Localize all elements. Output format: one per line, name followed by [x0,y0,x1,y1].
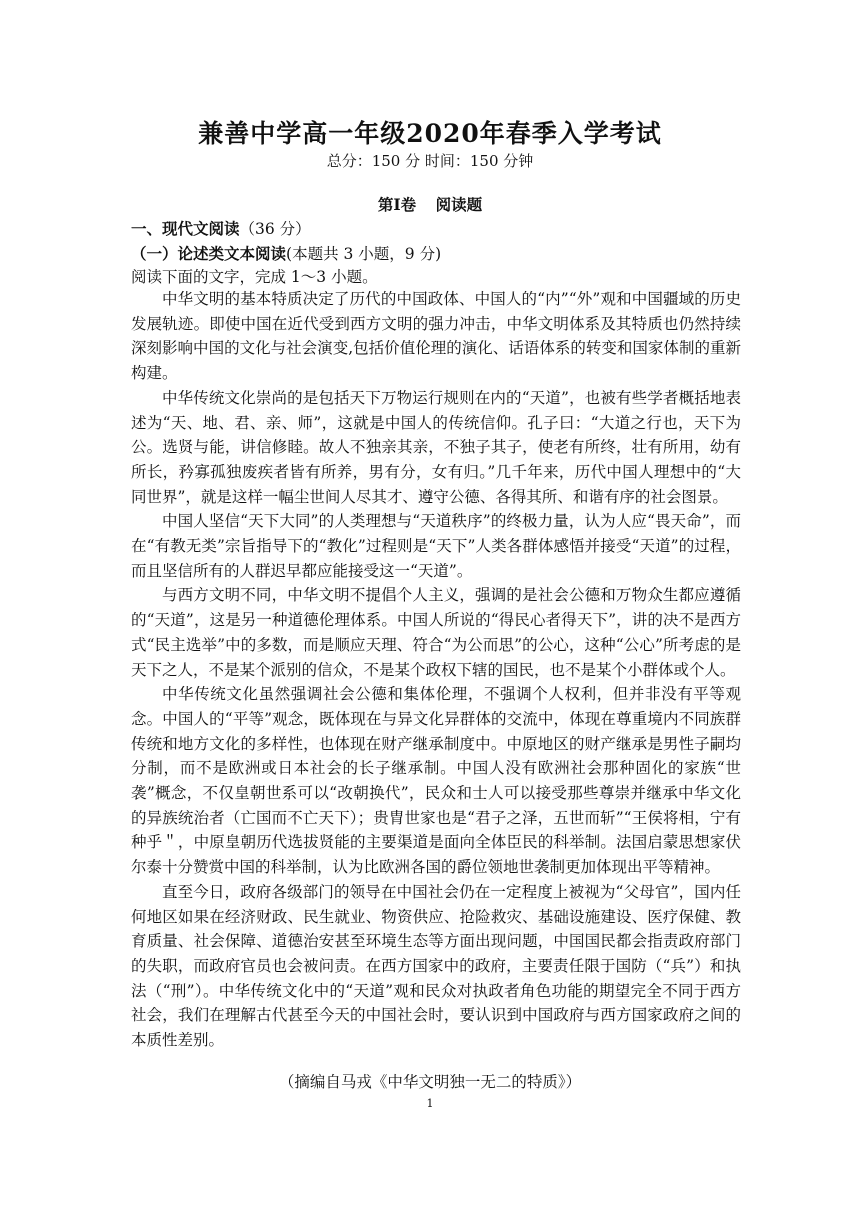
part-heading-text: 一、现代文阅读 [131,219,240,238]
article-body [131,287,741,1053]
article-paragraph: 中华文明的基本特质决定了历代的中国政体、中国人的“内”“外”观和中国疆域的历史发展轨迹。即使中国在近代受到西方文明的强力冲击，中华文明体系及其特质也仍然持续深刻影响中国的文化与社会演变,包括价值伦理的演化、话语体系的转变和国家体制的重新构建。 [131,290,741,383]
exam-subtitle: 总分：150 分 时间：150 分钟 [326,152,534,170]
subpart-note: (本题共 3 小题，9 分) [286,245,442,263]
page-number: 1 [426,1097,434,1110]
section-heading: 第Ⅰ卷 阅读题 [377,195,483,214]
subpart-heading [131,242,441,264]
subpart-heading-text: （一）论述类文本阅读 [131,244,287,263]
part-heading [131,217,311,239]
article-paragraph: 与西方文明不同，中华文明不提倡个人主义，强调的是社会公德和万物众生都应遵循的“天道”，这是另一种道德伦理体系。中国人所说的“得民心者得天下”，讲的决不是西方式“民主选举”中的多数，而是顺应天理、符合“为公而思”的公心，这种“公心”所考虑的是天下之人，不是某个派别的信众，不是某个政权下辖的国民，也不是某个小群体或个人。 [131,586,741,679]
exam-title: 兼善中学高一年级2020年春季入学考试 [198,119,662,148]
article-paragraph: 中华传统文化崇尚的是包括天下万物运行规则在内的“天道”，也被有些学者概括地表述为“天、地、君、亲、师”，这就是中国人的传统信仰。孔子曰：“大道之行也，天下为公。选贤与能，讲信修睦。故人不独亲其亲，不独子其子，使老有所终，壮有所用，幼有所长，矜寡孤独废疾者皆有所养，男有分，女有归。”几千年来，历代中国人理想中的“大同世界”，就是这样一幅尘世间人尽其才、遵守公德、各得其所、和谐有序的社会图景。 [131,388,741,506]
reading-instruction: 阅读下面的文字，完成 1～3 小题。 [131,268,378,286]
article-paragraph: 直至今日，政府各级部门的领导在中国社会仍在一定程度上被视为“父母官”，国内任何地区如果在经济财政、民生就业、物资供应、抢险救灾、基础设施建设、医疗保健、教育质量、社会保障、道德治安甚至环境生态等方面出现问题，中国国民都会指责政府部门的失职，而政府官员也会被问责。在西方国家中的政府，主要责任限于国防（“兵”）和执法（“刑”）。中华传统文化中的“天道”观和民众对执政者角色功能的期望完全不同于西方社会，我们在理解古代甚至今天的中国社会时，要认识到中国政府与西方国家政府之间的本质性差别。 [131,882,741,1050]
article-paragraph: 中国人坚信“天下大同”的人类理想与“天道秩序”的终极力量，认为人应“畏天命”，而在“有教无类”宗旨指导下的“教化”过程则是“天下”人类各群体感悟并接受“天道”的过程，而且坚信所有的人群迟早都应能接受这一“天道”。 [131,512,741,580]
part-points: （36 分） [239,220,311,238]
article-source: （摘编自马戎《中华文明独一无二的特质》） [278,1073,582,1091]
article-paragraph: 中华传统文化虽然强调社会公德和集体伦理，不强调个人权利，但并非没有平等观念。中国人的“平等”观念，既体现在与异文化异群体的交流中，体现在尊重境内不同族群传统和地方文化的多样性，也体现在财产继承制度中。中原地区的财产继承是男性子嗣均分制，而不是欧洲或日本社会的长子继承制。中国人没有欧洲社会那种固化的家族“世袭”概念，不仅皇朝世系可以“改朝换代”，民众和士人可以接受那些尊崇并继承中华文化的异族统治者（亡国而不亡天下）；贵胄世家也是“君子之泽，五世而斩”“王侯将相，宁有种乎＂，中原皇朝历代选拔贤能的主要渠道是面向全体臣民的科举制。法国启蒙思想家伏尔泰十分赞赏中国的科举制，认为比欧洲各国的爵位领地世袭制更加体现出平等精神。 [131,685,741,877]
